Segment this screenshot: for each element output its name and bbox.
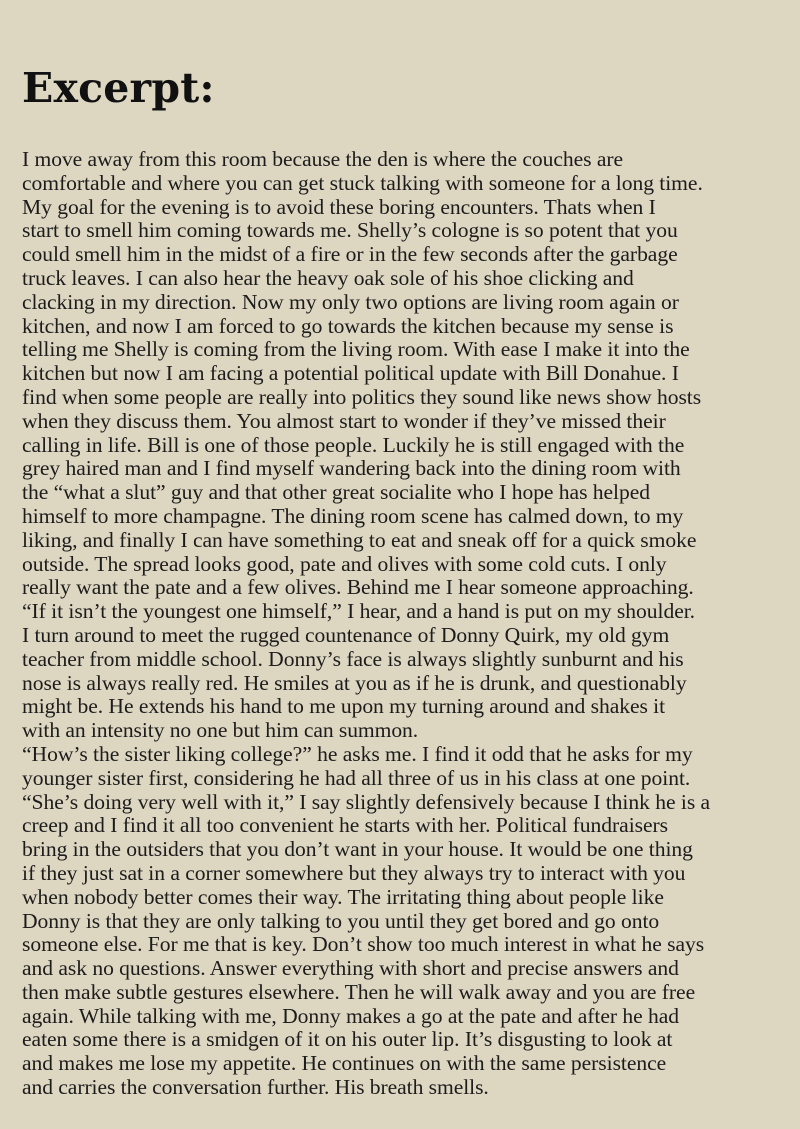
text-line: outside. The spread looks good, pate and olives with some cold cuts. I only	[22, 551, 667, 576]
text-line: bring in the outsiders that you don’t want in your house. It would be one thing	[22, 837, 693, 862]
text-line: calling in life. Bill is one of those people. Luckily he is still engaged with the	[22, 432, 685, 457]
text-line: start to smell him coming towards me. Shelly’s cologne is so potent that you	[22, 218, 678, 243]
text-line: and carries the conversation further. His breath smells.	[22, 1075, 489, 1100]
text-line: kitchen, and now I am forced to go towards the kitchen because my sense is	[22, 313, 674, 338]
text-line: telling me Shelly is coming from the living room. With ease I make it into the	[22, 337, 690, 362]
text-line: truck leaves. I can also hear the heavy oak sole of his shoe clicking and	[22, 265, 634, 290]
document-page	[22, 64, 782, 1100]
text-line: kitchen but now I am facing a potential political update with Bill Donahue. I	[22, 361, 679, 386]
paragraph-3	[22, 791, 782, 1100]
text-line: “She’s doing very well with it,” I say slightly defensively because I think he is a	[22, 789, 711, 814]
text-line: if they just sat in a corner somewhere but they always try to interact with you	[22, 860, 686, 885]
text-line: “How’s the sister liking college?” he asks me. I find it odd that he asks for my	[22, 741, 693, 766]
text-line: My goal for the evening is to avoid these boring encounters. Thats when I	[22, 194, 656, 219]
text-line: the “what a slut” guy and that other great socialite who I hope has helped	[22, 480, 651, 505]
text-line: someone else. For me that is key. Don’t show too much interest in what he says	[22, 932, 705, 957]
text-line: teacher from middle school. Donny’s face is always slightly sunburnt and his	[22, 646, 684, 671]
text-line: comfortable and where you can get stuck talking with someone for a long time.	[22, 170, 703, 195]
text-line: could smell him in the midst of a fire or in the few seconds after the garbage	[22, 242, 678, 267]
text-line: again. While talking with me, Donny makes a go at the pate and after he had	[22, 1003, 680, 1028]
text-line: I turn around to meet the rugged countenance of Donny Quirk, my old gym	[22, 622, 670, 647]
text-line: liking, and finally I can have something to eat and sneak off for a quick smoke	[22, 527, 697, 552]
excerpt-body	[22, 148, 782, 1100]
text-line: when nobody better comes their way. The irritating thing about people like	[22, 884, 664, 909]
text-line: himself to more champagne. The dining room scene has calmed down, to my	[22, 503, 684, 528]
text-line: and makes me lose my appetite. He continues on with the same persistence	[22, 1051, 667, 1076]
text-line: when they discuss them. You almost start to wonder if they’ve missed their	[22, 408, 666, 433]
text-line: clacking in my direction. Now my only two options are living room again or	[22, 289, 679, 314]
text-line: grey haired man and I find myself wandering back into the dining room with	[22, 456, 681, 481]
text-line: eaten some there is a smidgen of it on his outer lip. It’s disgusting to look at	[22, 1027, 673, 1052]
excerpt-heading: Excerpt:	[22, 64, 215, 112]
text-line: with an intensity no one but him can summon.	[22, 718, 419, 743]
paragraph-2	[22, 743, 782, 791]
paragraph-1	[22, 148, 782, 743]
text-line: then make subtle gestures elsewhere. Then he will walk away and you are free	[22, 979, 696, 1004]
text-line: really want the pate and a few olives. Behind me I hear someone approaching.	[22, 575, 694, 600]
text-line: and ask no questions. Answer everything with short and precise answers and	[22, 956, 679, 981]
text-line: I move away from this room because the den is where the couches are	[22, 147, 624, 171]
text-line: younger sister first, considering he had all three of us in his class at one point.	[22, 765, 691, 790]
text-line: nose is always really red. He smiles at you as if he is drunk, and questionably	[22, 670, 687, 695]
text-line: might be. He extends his hand to me upon my turning around and shakes it	[22, 694, 666, 719]
text-line: “If it isn’t the youngest one himself,” I hear, and a hand is put on my shoulder.	[22, 599, 696, 624]
text-line: creep and I find it all too convenient he starts with her. Political fundraisers	[22, 813, 669, 838]
text-line: Donny is that they are only talking to you until they get bored and go onto	[22, 908, 660, 933]
text-line: find when some people are really into politics they sound like news show hosts	[22, 384, 702, 409]
